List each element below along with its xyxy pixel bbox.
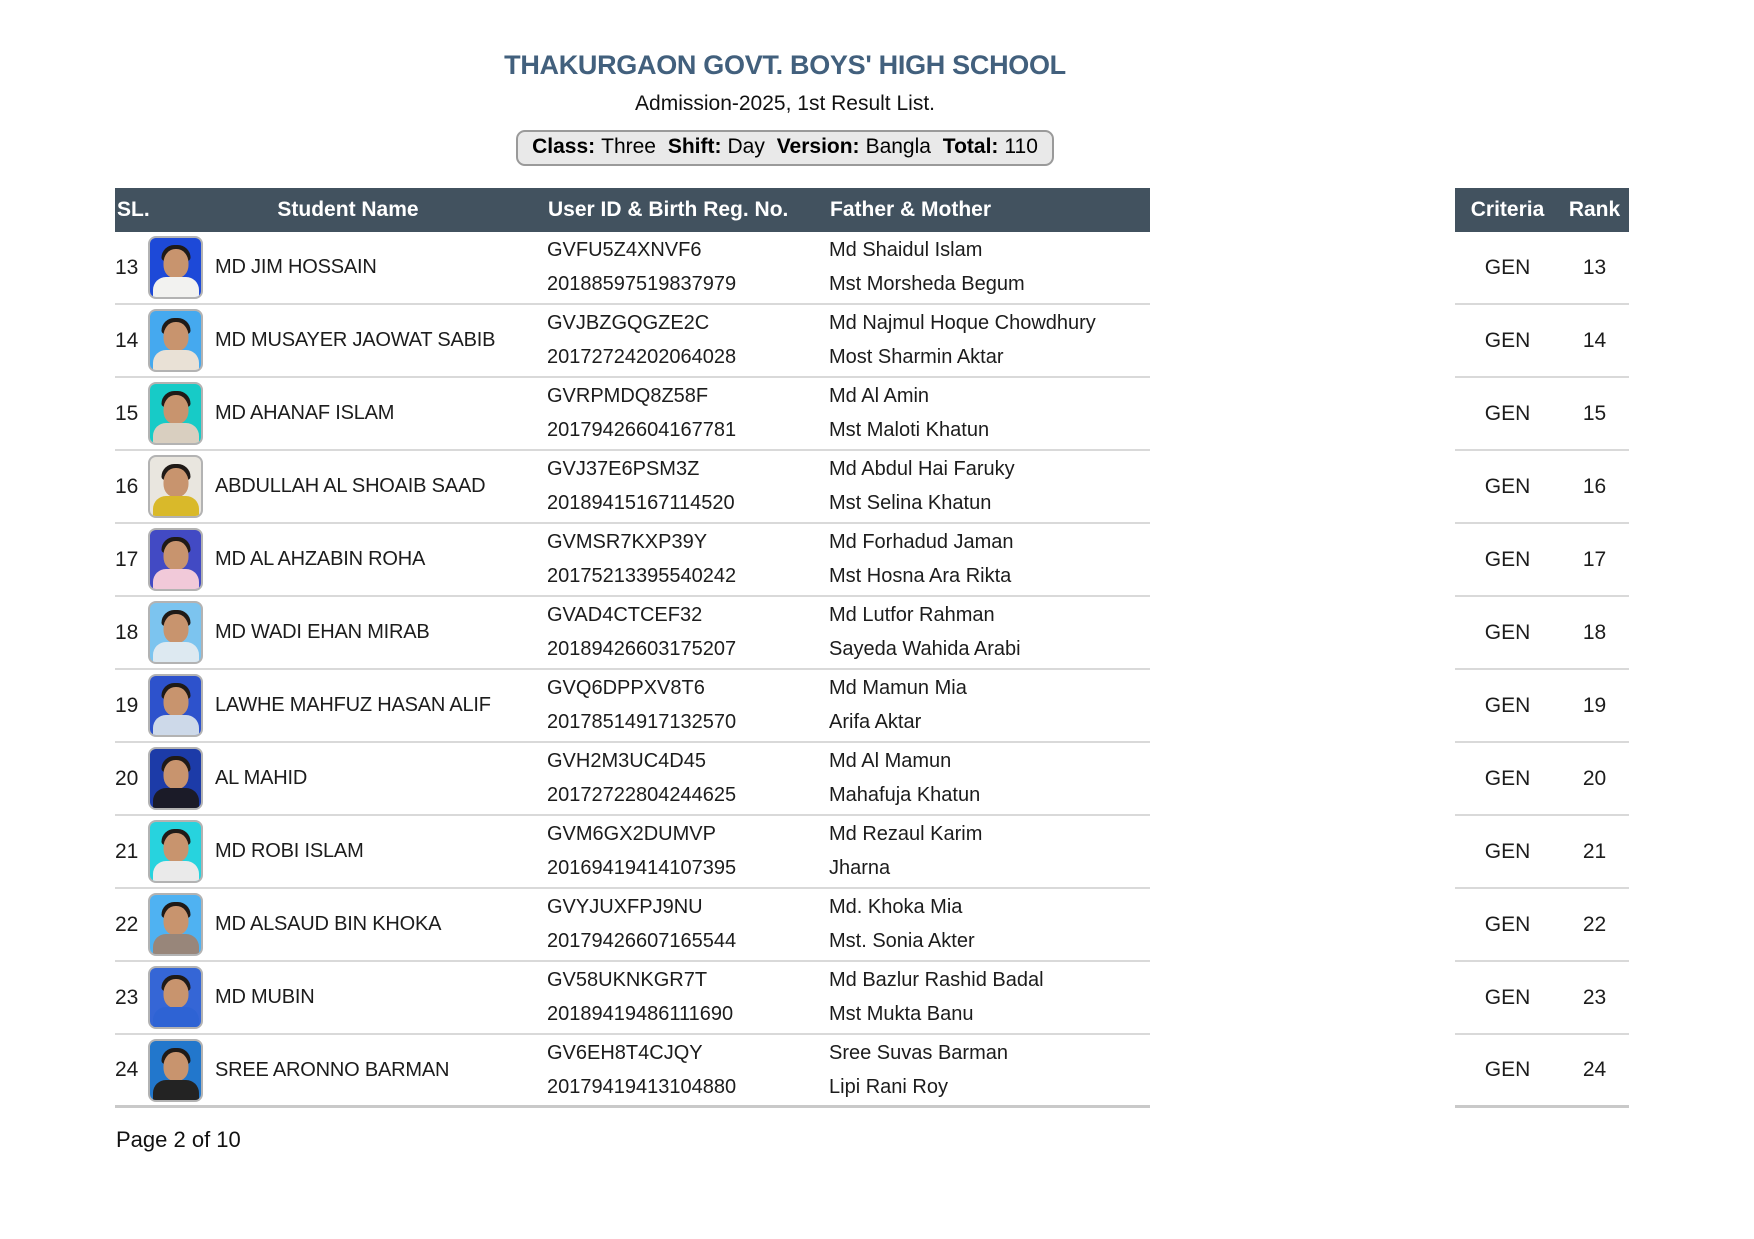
avatar-shoulders (153, 861, 199, 883)
avatar-head (163, 1052, 188, 1081)
criteria-value: GEN (1484, 839, 1531, 863)
criteria-value: GEN (1484, 1058, 1531, 1081)
birth-reg-no: 20179426604167781 (547, 419, 737, 441)
column-header-name: Student Name (277, 198, 419, 221)
birth-reg-no: 20189426603175207 (547, 638, 737, 660)
class-label: Class: (532, 135, 596, 158)
criteria-table-body (1455, 232, 1629, 1108)
column-header-userid: User ID & Birth Reg. No. (548, 198, 789, 221)
avatar-head (163, 979, 188, 1008)
father-name: Md Abdul Hai Faruky (829, 458, 1015, 480)
student-name: LAWHE MAHFUZ HASAN ALIF (215, 694, 491, 716)
avatar-shoulders (153, 788, 199, 810)
birth-reg-no: 20179419413104880 (547, 1075, 737, 1098)
criteria-row (1455, 524, 1629, 597)
criteria-row (1455, 816, 1629, 889)
user-id: GVMSR7KXP39Y (547, 531, 708, 553)
student-sl: 20 (115, 766, 139, 790)
mother-name: Mahafuja Khatun (829, 784, 981, 806)
student-photo (148, 528, 203, 591)
table-row (115, 1035, 1150, 1108)
father-name: Sree Suvas Barman (829, 1041, 1008, 1064)
student-sl: 24 (115, 1058, 139, 1081)
student-name: MD JIM HOSSAIN (215, 256, 377, 278)
table-row (115, 743, 1150, 816)
student-name: SREE ARONNO BARMAN (215, 1058, 450, 1081)
rank-value: 24 (1582, 1058, 1607, 1081)
table-row (115, 670, 1150, 743)
criteria-value: GEN (1484, 474, 1531, 498)
rank-value: 15 (1582, 401, 1607, 425)
student-photo (148, 382, 203, 445)
column-header-parents: Father & Mother (830, 198, 992, 221)
mother-name: Mst Maloti Khatun (829, 419, 990, 441)
student-sl: 15 (115, 401, 139, 425)
avatar-head (163, 687, 188, 716)
criteria-row (1455, 743, 1629, 816)
birth-reg-no: 20188597519837979 (547, 273, 737, 295)
version-value: Bangla (865, 135, 931, 158)
criteria-table-header (1455, 188, 1629, 232)
column-header-criteria: Criteria (1470, 198, 1545, 221)
student-sl: 13 (115, 255, 139, 279)
rank-value: 16 (1582, 474, 1607, 498)
student-name: MD ALSAUD BIN KHOKA (215, 913, 442, 935)
avatar-head (163, 760, 188, 789)
mother-name: Mst Hosna Ara Rikta (829, 565, 1012, 587)
avatar-shoulders (153, 350, 199, 372)
birth-reg-no: 20189419486111690 (547, 1003, 734, 1025)
page-subtitle: Admission-2025, 1st Result List. (635, 92, 935, 115)
criteria-row (1455, 451, 1629, 524)
birth-reg-no: 20189415167114520 (547, 492, 735, 514)
criteria-value: GEN (1484, 985, 1531, 1009)
avatar-head (163, 249, 188, 278)
student-photo (148, 893, 203, 956)
mother-name: Mst Selina Khatun (829, 492, 992, 514)
criteria-value: GEN (1484, 912, 1531, 936)
birth-reg-no: 20169419414107395 (547, 857, 737, 879)
birth-reg-no: 20175213395540242 (547, 565, 737, 587)
table-row (115, 305, 1150, 378)
criteria-value: GEN (1484, 693, 1531, 717)
rank-value: 14 (1582, 328, 1607, 352)
birth-reg-no: 20178514917132570 (547, 711, 737, 733)
rank-value: 13 (1582, 255, 1607, 279)
version-label: Version: (776, 135, 860, 158)
father-name: Md Forhadud Jaman (829, 531, 1014, 553)
student-name: MD MUSAYER JAOWAT SABIB (215, 329, 496, 351)
student-name: MD MUBIN (215, 986, 315, 1008)
avatar-shoulders (153, 569, 199, 591)
criteria-row (1455, 670, 1629, 743)
student-sl: 14 (115, 328, 139, 352)
user-id: GVJBZGQGZE2C (547, 312, 710, 334)
criteria-value: GEN (1484, 255, 1531, 279)
student-photo (148, 455, 203, 518)
birth-reg-no: 20172724202064028 (547, 346, 737, 368)
student-sl: 19 (115, 693, 139, 717)
student-table-header (115, 188, 1150, 232)
mother-name: Arifa Aktar (829, 711, 922, 733)
student-photo (148, 601, 203, 664)
avatar-shoulders (153, 496, 199, 518)
criteria-row (1455, 889, 1629, 962)
mother-name: Mst Mukta Banu (829, 1003, 974, 1025)
mother-name: Jharna (829, 857, 891, 879)
student-sl: 23 (115, 985, 139, 1009)
criteria-row (1455, 1035, 1629, 1108)
page-number: Page 2 of 10 (116, 1127, 241, 1152)
table-row (115, 889, 1150, 962)
criteria-value: GEN (1484, 766, 1531, 790)
user-id: GVQ6DPPXV8T6 (547, 677, 705, 699)
shift-label: Shift: (667, 135, 722, 158)
birth-reg-no: 20179426607165544 (547, 930, 737, 952)
shift-value: Day (727, 135, 765, 158)
criteria-value: GEN (1484, 547, 1531, 571)
student-photo (148, 747, 203, 810)
avatar-shoulders (153, 1080, 199, 1102)
father-name: Md Shaidul Islam (829, 239, 983, 261)
avatar-shoulders (153, 642, 199, 664)
rank-value: 17 (1582, 547, 1607, 571)
student-name: AL MAHID (215, 767, 308, 789)
avatar-head (163, 833, 188, 862)
mother-name: Most Sharmin Aktar (829, 346, 1004, 368)
avatar-shoulders (153, 1007, 199, 1029)
avatar-head (163, 468, 188, 497)
user-id: GVYJUXFPJ9NU (547, 896, 703, 918)
father-name: Md Bazlur Rashid Badal (829, 969, 1044, 991)
user-id: GVJ37E6PSM3Z (547, 458, 700, 480)
student-sl: 21 (115, 839, 139, 863)
criteria-rank-table (1455, 188, 1629, 1108)
table-row (115, 378, 1150, 451)
table-row (115, 524, 1150, 597)
student-name: MD AHANAF ISLAM (215, 402, 395, 424)
criteria-value: GEN (1484, 620, 1531, 644)
student-photo (148, 820, 203, 883)
user-id: GV6EH8T4CJQY (547, 1041, 703, 1064)
rank-value: 22 (1582, 912, 1607, 936)
student-photo (148, 309, 203, 372)
student-name: MD AL AHZABIN ROHA (215, 548, 426, 570)
total-value: 110 (1004, 135, 1038, 158)
class-info-box (516, 130, 1054, 166)
student-sl: 22 (115, 912, 139, 936)
student-name: MD ROBI ISLAM (215, 840, 364, 862)
student-photo (148, 1039, 203, 1102)
criteria-row (1455, 597, 1629, 670)
class-value: Three (601, 135, 656, 158)
avatar-shoulders (153, 715, 199, 737)
rank-value: 21 (1582, 839, 1607, 863)
avatar-head (163, 541, 188, 570)
column-header-rank: Rank (1568, 198, 1621, 221)
criteria-value: GEN (1484, 401, 1531, 425)
father-name: Md Lutfor Rahman (829, 604, 995, 626)
user-id: GV58UKNKGR7T (547, 969, 708, 991)
table-row (115, 816, 1150, 889)
avatar-head (163, 322, 188, 351)
criteria-row (1455, 305, 1629, 378)
birth-reg-no: 20172722804244625 (547, 784, 737, 806)
father-name: Md Al Amin (829, 385, 930, 407)
user-id: GVH2M3UC4D45 (547, 750, 706, 772)
rank-value: 18 (1582, 620, 1607, 644)
student-sl: 16 (115, 474, 139, 498)
avatar-shoulders (153, 423, 199, 445)
student-photo (148, 966, 203, 1029)
criteria-row (1455, 232, 1629, 305)
page-header (115, 50, 1455, 166)
table-row (115, 451, 1150, 524)
student-table (115, 188, 1150, 1108)
father-name: Md Mamun Mia (829, 677, 967, 699)
column-header-sl: SL. (117, 198, 150, 221)
user-id: GVRPMDQ8Z58F (547, 385, 709, 407)
criteria-value: GEN (1484, 328, 1531, 352)
total-label: Total: (942, 135, 999, 158)
mother-name: Mst. Sonia Akter (829, 930, 975, 952)
father-name: Md Al Mamun (829, 750, 952, 772)
table-row (115, 962, 1150, 1035)
avatar-head (163, 395, 188, 424)
table-body (115, 232, 1150, 1108)
father-name: Md. Khoka Mia (829, 896, 963, 918)
student-name: MD WADI EHAN MIRAB (215, 621, 430, 643)
avatar-head (163, 906, 188, 935)
father-name: Md Rezaul Karim (829, 823, 983, 845)
table-row (115, 232, 1150, 305)
student-photo (148, 674, 203, 737)
rank-value: 23 (1582, 985, 1607, 1009)
mother-name: Mst Morsheda Begum (829, 273, 1025, 295)
rank-value: 20 (1582, 766, 1607, 790)
page-title: THAKURGAON GOVT. BOYS' HIGH SCHOOL (504, 50, 1066, 80)
user-id: GVM6GX2DUMVP (547, 823, 716, 845)
criteria-row (1455, 378, 1629, 451)
father-name: Md Najmul Hoque Chowdhury (829, 312, 1096, 334)
user-id: GVAD4CTCEF32 (547, 604, 703, 626)
student-name: ABDULLAH AL SHOAIB SAAD (215, 475, 486, 497)
avatar-head (163, 614, 188, 643)
user-id: GVFU5Z4XNVF6 (547, 239, 702, 261)
student-photo (148, 236, 203, 299)
rank-value: 19 (1582, 693, 1607, 717)
avatar-shoulders (153, 277, 199, 299)
table-row (115, 597, 1150, 670)
mother-name: Sayeda Wahida Arabi (829, 638, 1021, 660)
student-sl: 17 (115, 547, 139, 571)
avatar-shoulders (153, 934, 199, 956)
mother-name: Lipi Rani Roy (829, 1075, 948, 1098)
student-sl: 18 (115, 620, 139, 644)
criteria-row (1455, 962, 1629, 1035)
